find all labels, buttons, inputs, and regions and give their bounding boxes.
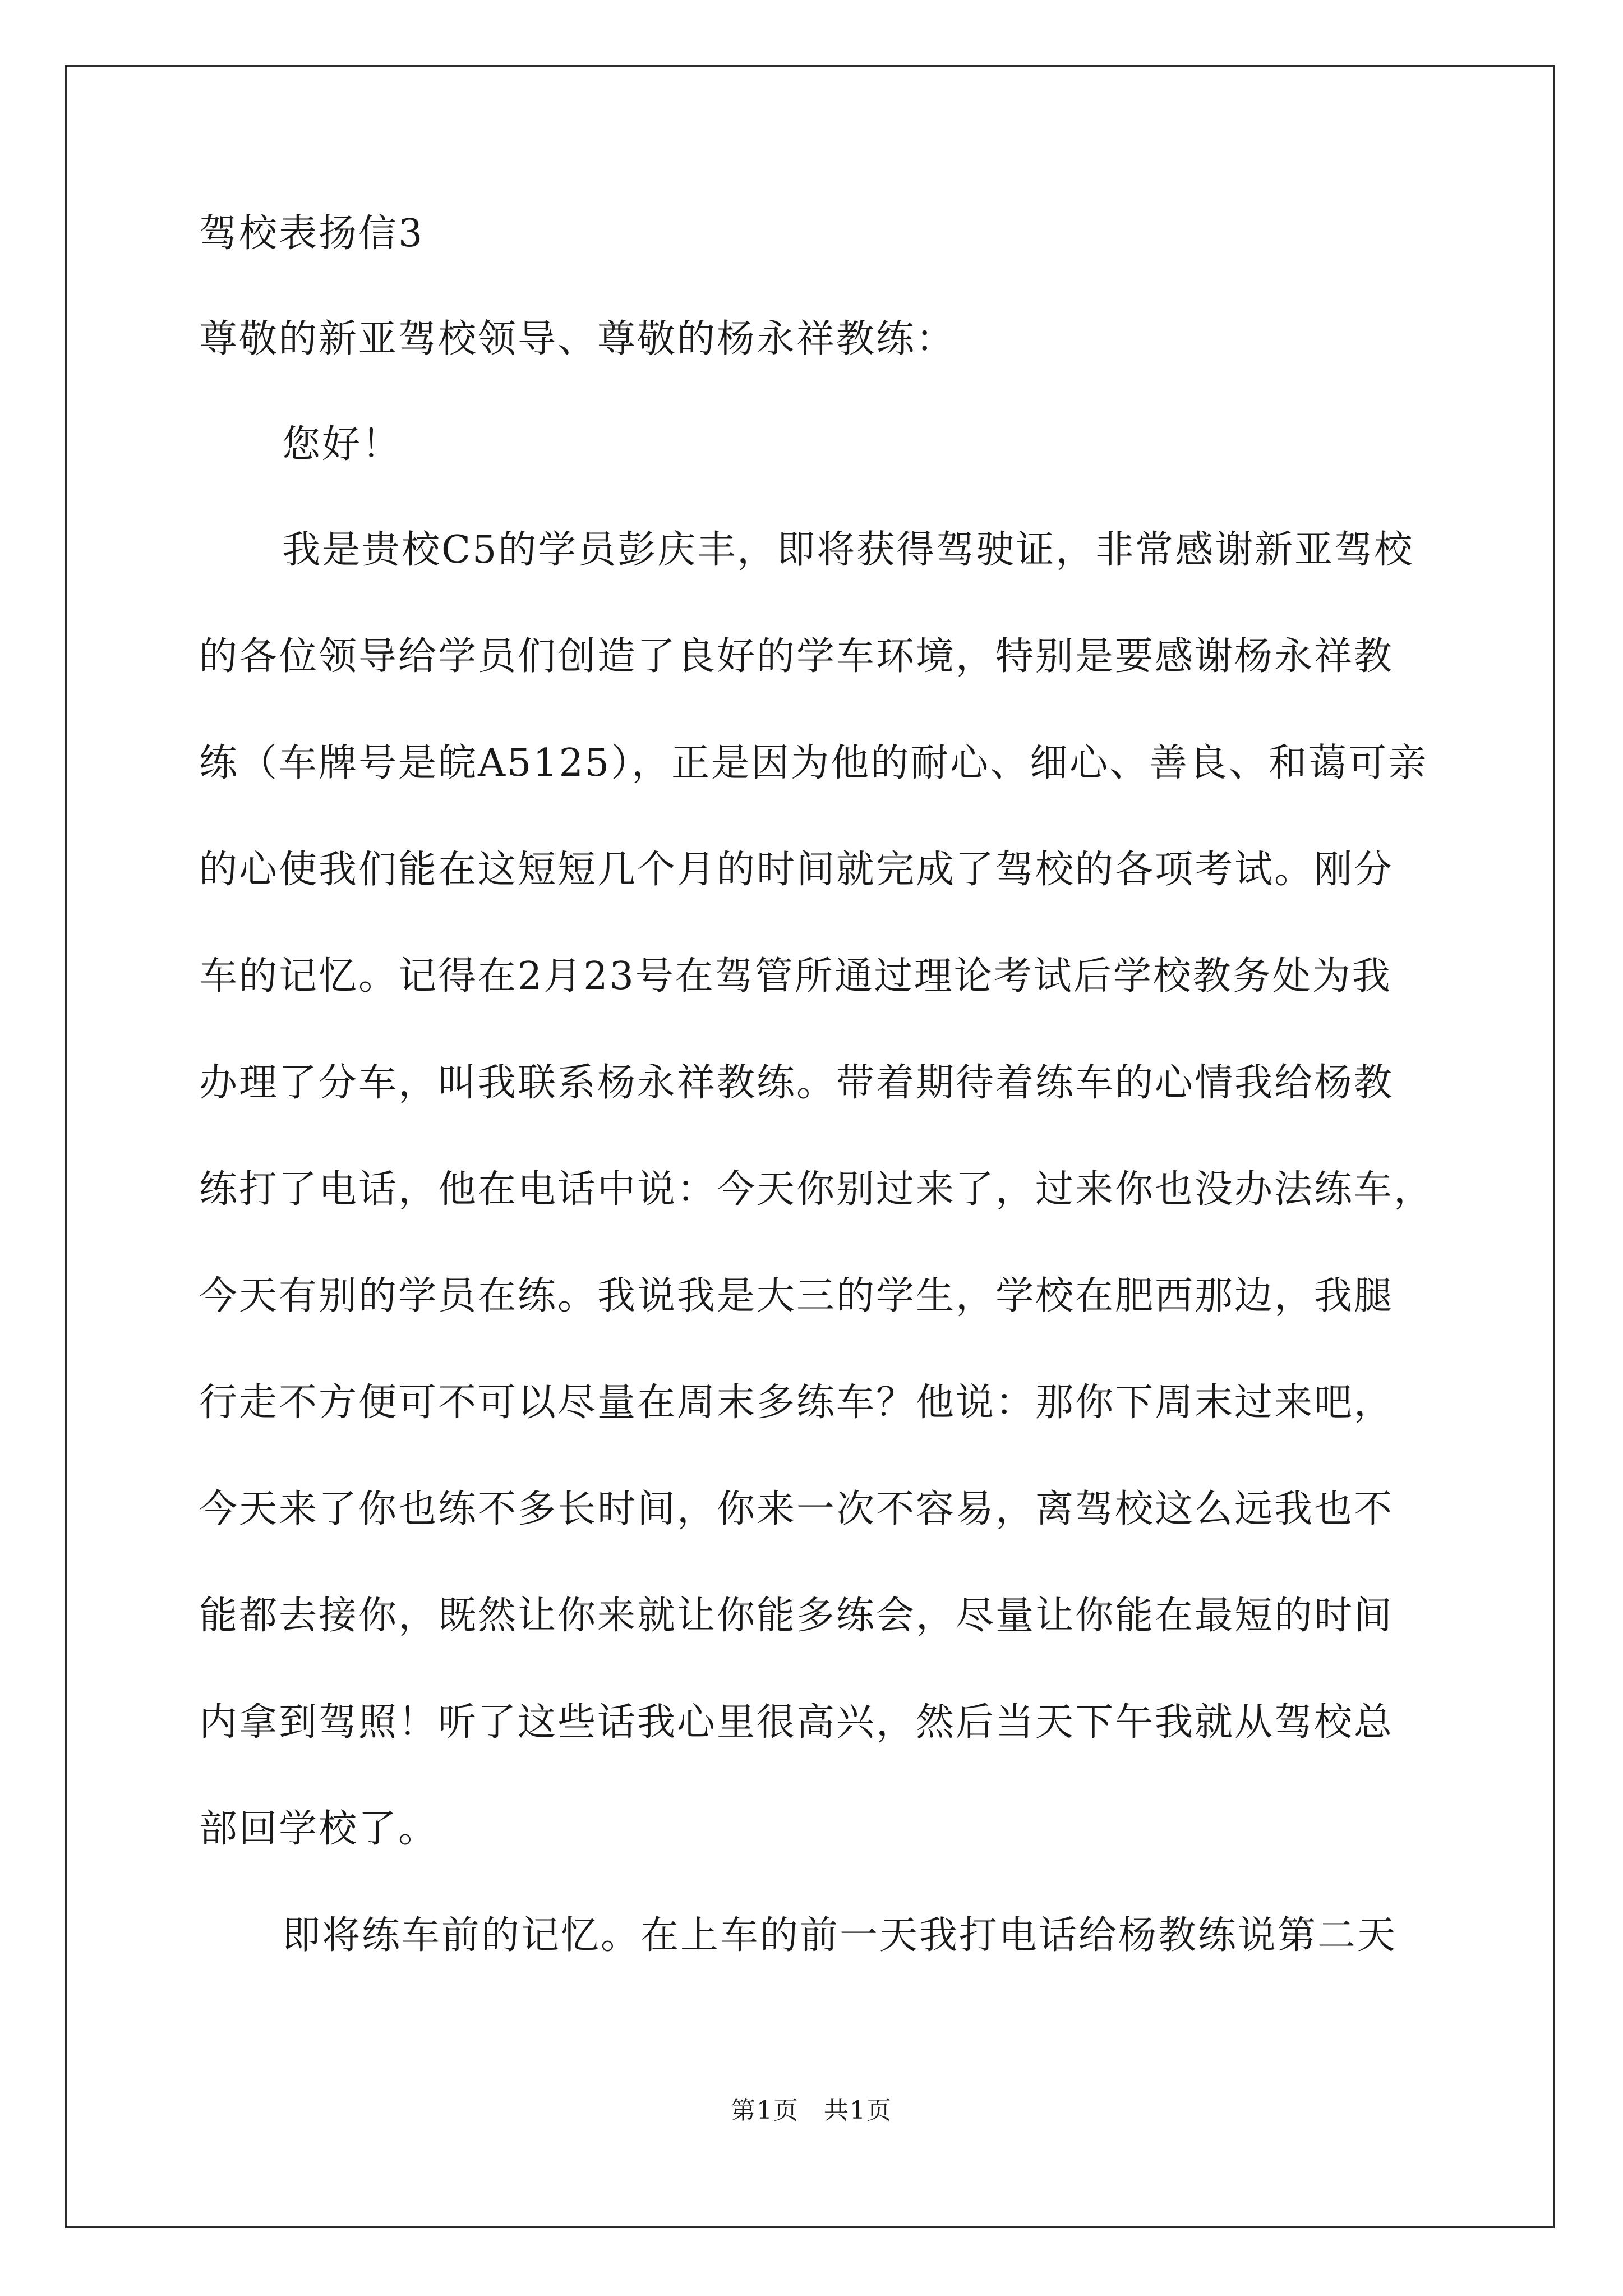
page-footer — [0, 2096, 1623, 2125]
paragraph-line: 行走不方便可不可以尽量在周末多练车？他说：那你下周末过来吧， — [199, 1381, 1394, 1425]
paragraph-1 — [199, 528, 1434, 1851]
greeting: 您好！ — [282, 422, 402, 467]
letter-body — [199, 211, 1434, 2021]
paragraph-line: 我是贵校C5的学员彭庆丰，即将获得驾驶证，非常感谢新亚驾校 — [282, 528, 1414, 572]
paragraph-line: 今天来了你也练不多长时间，你来一次不容易，离驾校这么远我也不 — [199, 1487, 1394, 1531]
paragraph-line: 的心使我们能在这短短几个月的时间就完成了驾校的各项考试。刚分 — [199, 848, 1394, 892]
paragraph-line: 今天有别的学员在练。我说我是大三的学生，学校在肥西那边，我腿 — [199, 1274, 1394, 1318]
paragraph-line: 练打了电话，他在电话中说：今天你别过来了，过来你也没办法练车， — [199, 1167, 1434, 1212]
paragraph-2 — [199, 1914, 1427, 1958]
paragraph-line: 即将练车前的记忆。在上车的前一天我打电话给杨教练说第二天 — [282, 1913, 1398, 1958]
document-title: 驾校表扬信3 — [199, 211, 425, 256]
page-number: 第1页 — [731, 2096, 799, 2125]
paragraph-line: 办理了分车，叫我联系杨永祥教练。带着期待着练车的心情我给杨教 — [199, 1061, 1394, 1105]
paragraph-line: 能都去接你，既然让你来就让你能多练会，尽量让你能在最短的时间 — [199, 1594, 1394, 1638]
paragraph-line: 车的记忆。记得在2月23号在驾管所通过理论考试后学校教务处为我 — [199, 954, 1392, 999]
salutation: 尊敬的新亚驾校领导、尊敬的杨永祥教练： — [199, 317, 956, 361]
paragraph-line: 内拿到驾照！听了这些话我心里很高兴，然后当天下午我就从驾校总 — [199, 1700, 1394, 1745]
paragraph-line: 练（车牌号是皖A5125），正是因为他的耐心、细心、善良、和蔼可亲 — [199, 741, 1428, 785]
paragraph-line: 部回学校了。 — [199, 1807, 439, 1851]
paragraph-line: 的各位领导给学员们创造了良好的学车环境，特别是要感谢杨永祥教 — [199, 634, 1394, 679]
page-total: 共1页 — [824, 2096, 892, 2125]
